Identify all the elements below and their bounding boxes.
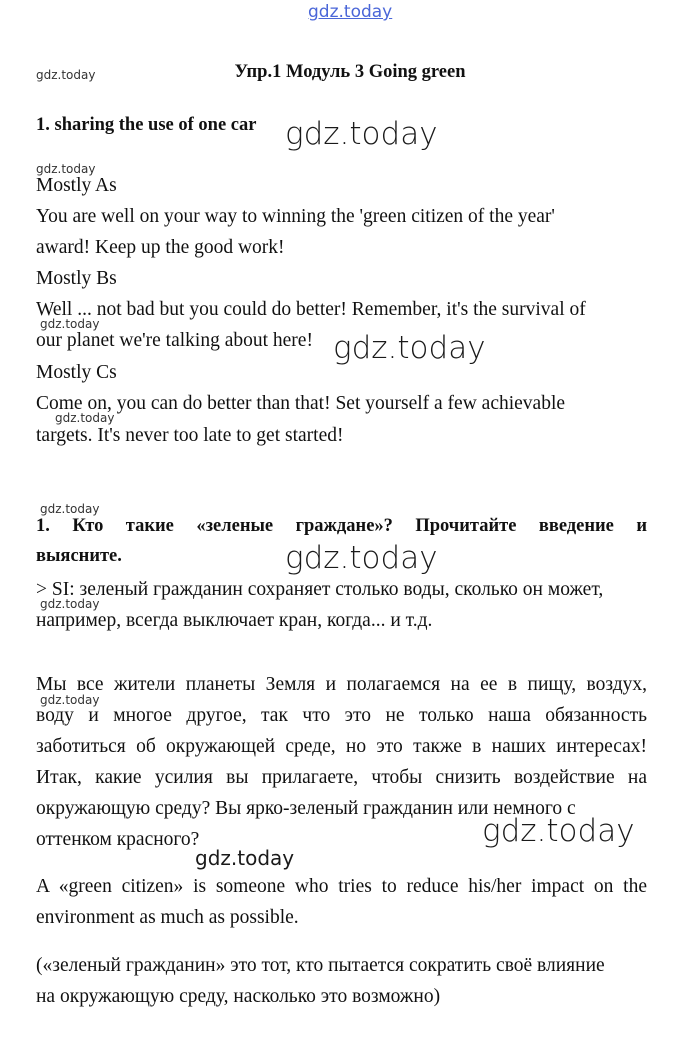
result-a-line: award! Keep up the good work! <box>36 237 285 258</box>
translation-line: («зеленый гражданин» это тот, кто пытается сократить своё влияние <box>36 955 605 976</box>
result-c-line: targets. It's never too late to get started! <box>36 425 344 446</box>
watermark-large: gdz.today <box>285 540 438 576</box>
result-label-c: Mostly Cs <box>36 362 117 383</box>
section2-heading: 1. Кто такие «зеленые граждане»? Прочитайте введение и <box>36 516 647 536</box>
paragraph-line: Итак, какие усилия вы прилагаете, чтобы снизить воздействие на <box>36 767 647 788</box>
watermark-large: gdz.today <box>285 116 438 152</box>
result-label-b: Mostly Bs <box>36 268 117 289</box>
watermark-top-link[interactable]: gdz.today <box>308 2 393 22</box>
paragraph-line: Мы все жители планеты Земля и полагаемся на ее в пищу, воздух, <box>36 674 647 695</box>
section2-heading: выясните. <box>36 546 122 566</box>
translation-line: на окружающую среду, насколько это возможно) <box>36 986 441 1007</box>
page-title: Упр.1 Модуль 3 Going green <box>234 62 466 82</box>
watermark-small: gdz.today <box>55 411 115 425</box>
answer-line: например, всегда выключает кран, когда... и т.д. <box>36 610 433 631</box>
result-b-line: our planet we're talking about here! <box>36 330 313 351</box>
result-a-line: You are well on your way to winning the 'green citizen of the year' <box>36 206 555 227</box>
paragraph-line: воду и многое другое, так что это не только наша обязанность <box>36 705 647 726</box>
watermark-large: gdz.today <box>482 813 635 849</box>
watermark-small: gdz.today <box>40 317 100 331</box>
paragraph-line: оттенком красного? <box>36 829 200 850</box>
watermark-small: gdz.today <box>36 162 96 176</box>
paragraph-line: окружающую среду? Вы ярко-зеленый гражданин или немного с <box>36 798 576 819</box>
result-c-line: Come on, you can do better than that! Set yourself a few achievable <box>36 393 566 414</box>
watermark-small: gdz.today <box>36 68 96 82</box>
watermark-small: gdz.today <box>40 693 100 707</box>
answer-line: > SI: зеленый гражданин сохраняет столько воды, сколько он может, <box>36 579 604 600</box>
watermark-large: gdz.today <box>333 330 486 366</box>
result-label-a: Mostly As <box>36 175 117 196</box>
watermark-small: gdz.today <box>40 597 100 611</box>
section1-heading: 1. sharing the use of one car <box>36 115 257 135</box>
result-b-line: Well ... not bad but you could do better! Remember, it's the survival of <box>36 299 586 320</box>
paragraph-line: заботиться об окружающей среде, но это также в наших интересах! <box>36 736 647 757</box>
watermark-small: gdz.today <box>40 502 100 516</box>
english-definition-line: A «green citizen» is someone who tries to reduce his/her impact on the <box>36 876 647 897</box>
english-definition-line: environment as much as possible. <box>36 907 299 928</box>
watermark-medium: gdz.today <box>195 846 295 870</box>
